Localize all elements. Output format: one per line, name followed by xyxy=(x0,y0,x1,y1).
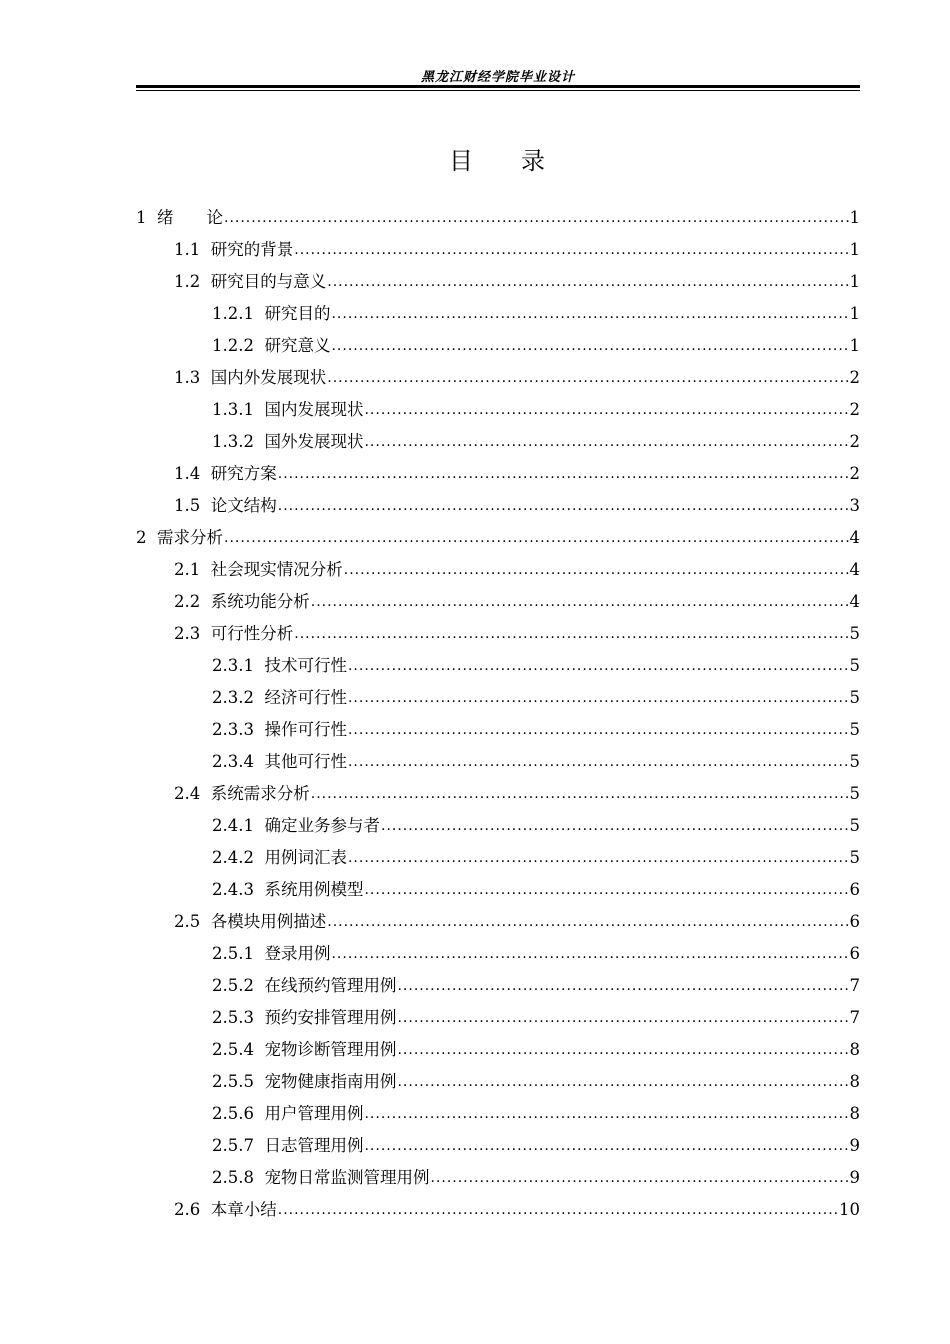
toc-entry-leader xyxy=(397,1072,848,1092)
toc-entry-spacer xyxy=(254,688,265,708)
toc-entry-title: 论文结构 xyxy=(210,496,277,515)
toc-entry-title: 系统功能分析 xyxy=(210,592,310,611)
toc-entry[interactable] xyxy=(136,868,860,900)
toc-entry-title: 研究目的 xyxy=(264,304,331,323)
toc-entry-spacer xyxy=(254,304,265,324)
toc-entry[interactable] xyxy=(136,260,860,292)
toc-heading-char-1: 目 xyxy=(449,147,475,175)
toc-entry-title: 宠物日常监测管理用例 xyxy=(264,1168,430,1187)
toc-entry[interactable] xyxy=(136,324,860,356)
toc-entry-spacer xyxy=(254,1168,265,1188)
toc-entry[interactable] xyxy=(136,772,860,804)
toc-entry-leader xyxy=(364,432,848,452)
toc-entry-number: 1.4 xyxy=(174,464,201,483)
toc-entry-page-number: 1 xyxy=(849,240,860,259)
toc-entry-spacer xyxy=(147,208,158,228)
toc-entry-spacer xyxy=(200,240,211,260)
toc-entry[interactable] xyxy=(136,740,860,772)
toc-entry-page-number: 3 xyxy=(849,496,860,515)
toc-entry-page-number: 4 xyxy=(849,528,860,547)
toc-entry-title: 操作可行性 xyxy=(264,720,347,739)
toc-entry-leader xyxy=(311,592,849,612)
toc-entry-page-number: 5 xyxy=(849,816,860,835)
toc-entry-page-number: 9 xyxy=(849,1168,860,1187)
toc-entry[interactable] xyxy=(136,932,860,964)
running-header: 黑龙江财经学院毕业设计 xyxy=(420,70,575,85)
toc-entry-leader xyxy=(397,1008,848,1028)
toc-entry-leader xyxy=(331,336,848,356)
toc-entry-page-number: 9 xyxy=(849,1136,860,1155)
toc-entry-spacer xyxy=(200,496,211,516)
toc-entry-leader xyxy=(397,976,848,996)
toc-entry-leader xyxy=(364,400,848,420)
toc-entry-spacer xyxy=(254,1008,265,1028)
toc-entry[interactable] xyxy=(136,804,860,836)
toc-entry-leader xyxy=(294,624,848,644)
toc-entry-spacer xyxy=(200,464,211,484)
toc-entry-title: 用户管理用例 xyxy=(264,1104,364,1123)
toc-entry-page-number: 5 xyxy=(849,624,860,643)
toc-entry-title: 需求分析 xyxy=(157,528,223,547)
toc-entry[interactable] xyxy=(136,1156,860,1188)
toc-entry-title: 研究的背景 xyxy=(210,240,294,259)
toc-entry-number: 1.3 xyxy=(174,368,201,387)
toc-entry-title: 国外发展现状 xyxy=(264,432,364,451)
toc-entry-number: 2 xyxy=(136,528,147,547)
table-of-contents xyxy=(136,196,860,1220)
toc-entry-number: 2.5.7 xyxy=(212,1136,254,1155)
toc-entry-leader xyxy=(430,1168,848,1188)
toc-entry-spacer xyxy=(254,944,265,964)
toc-entry-title: 宠物诊断管理用例 xyxy=(264,1040,397,1059)
toc-entry-number: 2.3.4 xyxy=(212,752,254,771)
toc-entry-spacer xyxy=(254,1136,265,1156)
toc-entry-spacer xyxy=(200,368,211,388)
toc-entry-number: 2.2 xyxy=(174,592,201,611)
toc-entry-spacer xyxy=(254,1072,265,1092)
toc-entry-page-number: 8 xyxy=(849,1040,860,1059)
toc-entry-title: 研究意义 xyxy=(264,336,331,355)
toc-entry-title: 其他可行性 xyxy=(264,752,347,771)
toc-entry-leader xyxy=(348,720,849,740)
toc-heading-char-2: 录 xyxy=(521,147,547,175)
toc-entry-title: 研究方案 xyxy=(210,464,277,483)
toc-entry-number: 1.1 xyxy=(174,240,201,259)
toc-entry-leader xyxy=(344,560,849,580)
toc-entry-spacer xyxy=(200,560,211,580)
toc-entry-title: 国内外发展现状 xyxy=(210,368,327,387)
toc-entry-leader xyxy=(348,752,849,772)
toc-entry-number: 1.3.1 xyxy=(212,400,254,419)
toc-entry-title: 用例词汇表 xyxy=(264,848,347,867)
toc-entry-spacer xyxy=(254,1104,265,1124)
toc-entry-leader xyxy=(364,1104,848,1124)
toc-entry-page-number: 5 xyxy=(849,720,860,739)
toc-entry-title: 社会现实情况分析 xyxy=(210,560,343,579)
toc-entry-number: 2.4.1 xyxy=(212,816,254,835)
toc-entry[interactable] xyxy=(136,708,860,740)
toc-entry-page-number: 1 xyxy=(849,336,860,355)
toc-entry[interactable] xyxy=(136,356,860,388)
toc-entry-leader xyxy=(381,816,849,836)
toc-entry-number: 2.5.3 xyxy=(212,1008,254,1027)
header-rule-thick xyxy=(136,85,860,88)
toc-entry-page-number: 2 xyxy=(849,432,860,451)
toc-entry-number: 2.4.3 xyxy=(212,880,254,899)
toc-entry[interactable] xyxy=(136,996,860,1028)
toc-entry-spacer xyxy=(254,720,265,740)
toc-entry-title: 研究目的与意义 xyxy=(210,272,327,291)
toc-entry-leader xyxy=(311,784,849,804)
toc-entry-leader xyxy=(278,464,849,484)
toc-entry-title: 预约安排管理用例 xyxy=(264,1008,397,1027)
toc-entry[interactable] xyxy=(136,388,860,420)
toc-entry[interactable] xyxy=(136,580,860,612)
toc-entry-number: 2.5.1 xyxy=(212,944,254,963)
toc-entry-number: 2.5.6 xyxy=(212,1104,254,1123)
toc-entry-leader xyxy=(331,944,848,964)
toc-entry[interactable] xyxy=(136,1188,860,1220)
toc-entry-page-number: 8 xyxy=(849,1072,860,1091)
toc-entry-number: 2.3.3 xyxy=(212,720,254,739)
toc-entry-title: 国内发展现状 xyxy=(264,400,364,419)
toc-entry-leader xyxy=(224,208,849,228)
toc-entry-spacer xyxy=(200,624,211,644)
toc-entry-spacer xyxy=(254,1040,265,1060)
toc-entry[interactable] xyxy=(136,836,860,868)
toc-entry[interactable] xyxy=(136,900,860,932)
toc-entry-leader xyxy=(331,304,848,324)
toc-entry-page-number: 6 xyxy=(849,880,860,899)
toc-entry-title: 经济可行性 xyxy=(264,688,347,707)
toc-entry-leader xyxy=(348,688,849,708)
toc-entry-title: 宠物健康指南用例 xyxy=(264,1072,397,1091)
toc-entry-page-number: 2 xyxy=(849,368,860,387)
toc-entry-number: 1 xyxy=(136,208,147,227)
toc-entry-number: 2.3 xyxy=(174,624,201,643)
toc-entry-leader xyxy=(348,848,849,868)
toc-entry-page-number: 6 xyxy=(849,912,860,931)
toc-entry-page-number: 6 xyxy=(849,944,860,963)
toc-entry-page-number: 2 xyxy=(849,464,860,483)
toc-entry-number: 2.3.2 xyxy=(212,688,254,707)
toc-entry-title: 系统需求分析 xyxy=(210,784,310,803)
toc-entry-number: 2.1 xyxy=(174,560,201,579)
toc-entry-page-number: 8 xyxy=(849,1104,860,1123)
toc-entry-spacer xyxy=(254,976,265,996)
toc-entry[interactable] xyxy=(136,612,860,644)
toc-entry[interactable] xyxy=(136,452,860,484)
toc-entry-leader xyxy=(364,1136,848,1156)
toc-entry-title: 在线预约管理用例 xyxy=(264,976,397,995)
toc-entry-title: 日志管理用例 xyxy=(264,1136,364,1155)
toc-entry-number: 2.4.2 xyxy=(212,848,254,867)
header-rule-thin xyxy=(136,90,860,91)
toc-entry-spacer xyxy=(254,752,265,772)
toc-entry-leader xyxy=(224,528,849,548)
toc-entry[interactable] xyxy=(136,420,860,452)
toc-entry[interactable] xyxy=(136,516,860,548)
toc-entry-page-number: 7 xyxy=(849,976,860,995)
toc-entry-page-number: 1 xyxy=(849,272,860,291)
toc-entry-spacer xyxy=(200,912,211,932)
toc-entry-title: 技术可行性 xyxy=(264,656,347,675)
toc-entry-number: 2.5.5 xyxy=(212,1072,254,1091)
toc-entry-page-number: 4 xyxy=(849,560,860,579)
toc-entry-leader xyxy=(278,1200,838,1220)
toc-entry[interactable] xyxy=(136,1124,860,1156)
toc-entry-number: 1.3.2 xyxy=(212,432,254,451)
toc-entry-leader xyxy=(278,496,849,516)
toc-entry-page-number: 1 xyxy=(849,208,860,227)
toc-entry-spacer xyxy=(254,816,265,836)
toc-entry-title: 确定业务参与者 xyxy=(264,816,380,835)
toc-entry-number: 2.5 xyxy=(174,912,201,931)
toc-entry[interactable] xyxy=(136,964,860,996)
toc-entry-page-number: 5 xyxy=(849,752,860,771)
toc-entry-leader xyxy=(397,1040,848,1060)
toc-entry[interactable] xyxy=(136,196,860,228)
toc-entry-spacer xyxy=(254,432,265,452)
toc-entry-number: 2.3.1 xyxy=(212,656,254,675)
toc-entry-title: 本章小结 xyxy=(210,1200,277,1219)
toc-entry-leader xyxy=(348,656,849,676)
toc-entry-spacer xyxy=(254,848,265,868)
toc-entry-number: 2.5.8 xyxy=(212,1168,254,1187)
toc-entry[interactable] xyxy=(136,644,860,676)
toc-entry-spacer xyxy=(147,528,158,548)
toc-entry-spacer xyxy=(254,880,265,900)
toc-entry-title: 各模块用例描述 xyxy=(210,912,327,931)
toc-entry-spacer xyxy=(200,272,211,292)
toc-entry[interactable] xyxy=(136,1092,860,1124)
toc-entry-page-number: 5 xyxy=(849,688,860,707)
toc-entry[interactable] xyxy=(136,484,860,516)
toc-entry-leader xyxy=(294,240,848,260)
toc-entry[interactable] xyxy=(136,676,860,708)
toc-entry-page-number: 7 xyxy=(849,1008,860,1027)
toc-entry[interactable] xyxy=(136,1060,860,1092)
toc-entry-leader xyxy=(327,272,848,292)
toc-entry[interactable] xyxy=(136,292,860,324)
toc-entry-title: 可行性分析 xyxy=(210,624,294,643)
toc-entry-spacer xyxy=(254,656,265,676)
toc-entry-page-number: 4 xyxy=(849,592,860,611)
toc-entry-spacer xyxy=(254,400,265,420)
toc-entry-leader xyxy=(327,912,848,932)
toc-heading xyxy=(136,141,860,176)
toc-entry-number: 2.4 xyxy=(174,784,201,803)
toc-entry-page-number: 10 xyxy=(839,1200,860,1219)
toc-entry-page-number: 5 xyxy=(849,848,860,867)
toc-entry-number: 2.5.4 xyxy=(212,1040,254,1059)
toc-entry-spacer xyxy=(254,336,265,356)
toc-entry-spacer xyxy=(200,592,211,612)
toc-entry-page-number: 5 xyxy=(849,784,860,803)
toc-entry-leader xyxy=(364,880,848,900)
toc-entry-number: 1.2 xyxy=(174,272,201,291)
toc-entry-page-number: 1 xyxy=(849,304,860,323)
toc-entry[interactable] xyxy=(136,228,860,260)
toc-entry-title: 登录用例 xyxy=(264,944,331,963)
toc-entry-leader xyxy=(327,368,848,388)
toc-entry[interactable] xyxy=(136,548,860,580)
toc-entry-number: 1.2.1 xyxy=(212,304,254,323)
toc-entry-title: 绪 论 xyxy=(157,208,223,227)
toc-entry-page-number: 5 xyxy=(849,656,860,675)
toc-entry-number: 2.5.2 xyxy=(212,976,254,995)
toc-entry-number: 1.5 xyxy=(174,496,201,515)
toc-entry-spacer xyxy=(200,1200,211,1220)
toc-entry-number: 1.2.2 xyxy=(212,336,254,355)
toc-entry[interactable] xyxy=(136,1028,860,1060)
toc-entry-page-number: 2 xyxy=(849,400,860,419)
toc-entry-spacer xyxy=(200,784,211,804)
toc-entry-title: 系统用例模型 xyxy=(264,880,364,899)
toc-entry-number: 2.6 xyxy=(174,1200,201,1219)
